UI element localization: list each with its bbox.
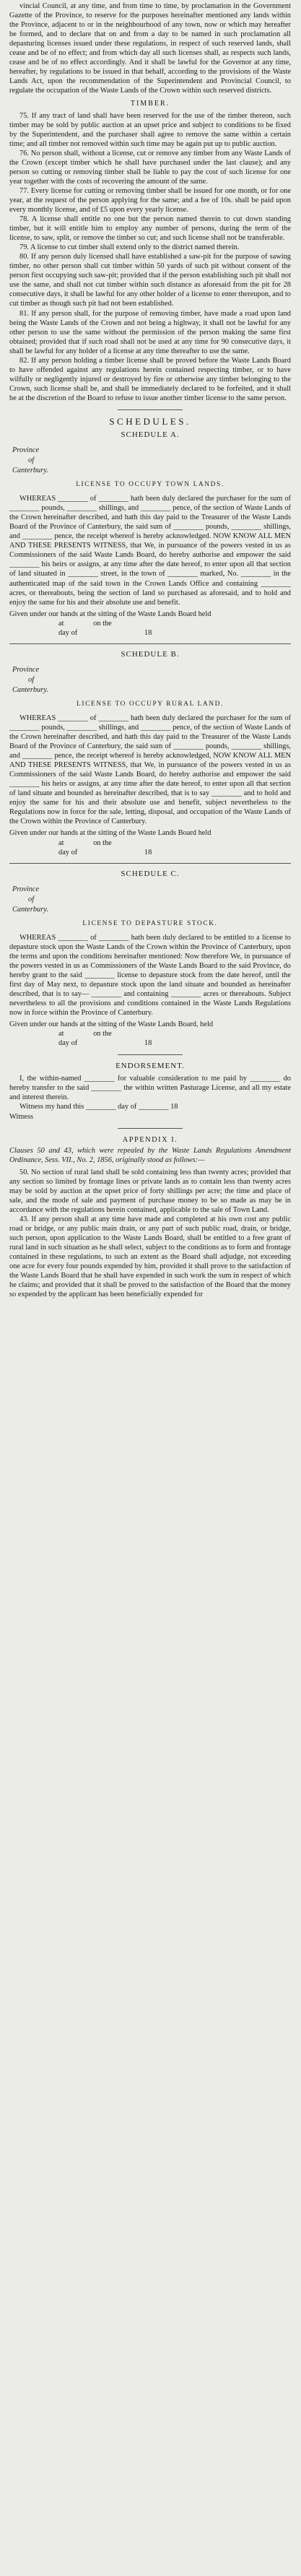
schedules-heading: SCHEDULES. [109, 415, 191, 427]
appendix-title: APPENDIX I. [122, 1135, 178, 1144]
province-block [12, 446, 73, 476]
licence-body: WHEREAS ________ of ________ hath been duly declared the purchaser for the sum of ________ pounds, ________ shillings, and ________ pence, of the section of Waste Lands of the Crown hereinafter described, and hath this day paid to the Treasurer of the Waste Lands Board of the Province of Canterbury, the said sum of ________ pounds, ________ shillings, and ________ pence, the receipt whereof is hereby acknowledged, NOW KNOW ALL MEN AND THESE PRESENTS WITNESS, that We, in pursuance of the powers vested in us as Commissioners of the said Waste Lands Board, do hereby authorise and empower the said ________ his heirs or assigns, at any time after the date hereof, to enter upon all that section of land situate and bounded as hereinafter described, that is to say ________ and to hold and enjoy the same for his and their absolute use and benefit, subject nevertheless to the Regulations now in force for the sale, letting, disposal, and occupation of the Waste Lands of the Crown within the Province of Canterbury. [9, 714, 291, 826]
province-line: Province [12, 665, 40, 674]
divider [118, 1054, 183, 1055]
dated-day: day of [58, 848, 78, 857]
licence-title: LICENSE TO OCCUPY RURAL LAND. [77, 700, 224, 708]
clause-75: 75. If any tract of land shall have been reserved for the use of the timber thereon, such timber may be sold by public auction at an upset price and subject to conditions to be fixed by the Superintendent, and the purchaser shall agree to remove the same within a certain time; and all timber not removed within such time may be again put up to public auction. [9, 111, 291, 148]
endorsement-block [9, 1074, 291, 1121]
dated-year: 18 [144, 1039, 152, 1048]
body-paragraph: vincial Council, at any time, and from time to time, by proclamation in the Government Gazette of the Province, to reserve for the purposes hereinafter mentioned any lands within the Province, adjacent to or in the neighbourhood of any town, now or which may hereafter be formed, and to declare that on and from a day to be named in such proclamation all depasturing licenses issued under these regulations, in respect of such reserved lands, shall cease and be of no effect; and from which day all such licenses shall, as respects such lands, cease and be of no effect accordingly. And it shall be lawful for the Governor at any time, hereafter, by regulations to be issued in that behalf, according to the provisions of the Waste Lands Act, upon the recommendation of the Superintendent and Provincial Council, to regulate the occupation of the Waste Lands of the Crown within such reserved districts. [9, 2, 291, 95]
dated-at: at [58, 838, 64, 847]
dated-line [58, 848, 291, 857]
witness-label: Witness [9, 1112, 34, 1121]
licence-title: LICENSE TO OCCUPY TOWN LANDS. [76, 481, 224, 489]
appendix-clause-50: 50. No section of rural land shall be sold containing less than twenty acres; provided that any section so limited by frontage lines or private lands as to contain less than twenty acres may be sold by auction at the upset price of forty shillings per acre; the time and place of sale, and the mode of sale and payment of purchase money to be so made as may be in accordance with the regulations herein contained, applicable to the sale of Town Land. [9, 1168, 291, 1214]
clause-81: 81. If any person shall, for the purpose of removing timber, have made a road upon land being the Waste Lands of the Crown and not being a highway, it shall not be lawful for any other person to use the same without the permission of the person making the same first obtained; provided that if such road shall not be used at any time for 90 consecutive days, it shall be lawful for any holder of a license at any time thereafter to use the same. [9, 309, 291, 355]
schedule-b-title: SCHEDULE B. [121, 649, 180, 659]
given-under-hands: Given under our hands at the sitting of the Waste Lands Board, held [9, 1020, 214, 1029]
dated-line [58, 628, 291, 638]
appendix-clause-43: 43. If any person shall at any time have made and completed at his own cost any public road or bridge, or any public main drain, or any part of such public road, drain, or bridge, such person, upon application to the Waste Lands Board, shall be entitled to a free grant of rural land in such situation as he shall select, subject to the conditions as to form and frontage contained in these regulations, to such an extent as the Board shall adjudge, not exceeding one acre for every four pounds expended by him, provided it shall prove to the satisfaction of the Waste Lands Board that he shall have expended in such work the sum in respect of which he claims; and provided that it shall be proved to the satisfaction of the Board that the money so expended by the applicant has been beneficially expended for [9, 1215, 291, 1299]
licence-body: WHEREAS ________ of ________ hath been duly declared the purchaser for the sum of ________ pounds, ________ shillings, and ________ pence, of the section of Waste Lands of the Crown hereinafter described, and hath this day paid to the Treasurer of the Waste Lands Board of the Province of Canterbury, the said sum of ________ pounds, ________ shillings, and ________ pence, the receipt whereof is hereby acknowledged. NOW KNOW ALL MEN AND THESE PRESENTS WITNESS, that We, in pursuance of the powers vested in us as Commissioners of the said Waste Lands Board, do hereby authorise and empower the said ________ his heirs or assigns, at any time after the date hereof, to enter upon all that section of land situated in ________ street, in the town of ________ marked, No. ________ in the authenticated map of the said town in the Crown Lands Office and containing ________ acres, or thereabouts, being the section of land so purchased as aforesaid, and to hold and enjoy the same for his and their absolute use and benefit. [9, 495, 291, 607]
dated-line [58, 619, 291, 628]
province-line: Canterbury. [12, 467, 48, 475]
given-under-hands: Given under our hands at the sitting of the Waste Lands Board held [9, 829, 211, 838]
province-line: of [28, 456, 35, 465]
timber-heading: TIMBER. [130, 100, 170, 108]
schedule-c-title: SCHEDULE C. [121, 869, 180, 878]
divider [118, 409, 183, 410]
province-block [12, 665, 73, 695]
clause-80: 80. If any person duly licensed shall have established a saw-pit for the purpose of sawing timber, no other person shall cut timber within 50 yards of such pit without consent of the person first occupying such saw-pit; provided that if the person establishing such pit shall not use the same, and shall not cut timber within such distance as aforesaid from the pit for 28 consecutive days, it shall be lawful for any other holder of a license to enter thereupon, and to cut timber as though such pit had not been established. [9, 253, 291, 308]
divider [118, 1128, 183, 1129]
divider [9, 863, 291, 864]
province-line: Province [12, 446, 40, 455]
clause-77: 77. Every license for cutting or removing timber shall be issued for one month, or for one year, at the request of the person applying for the same; and a fee of 10s. shall be paid upon every monthly license, and of £5 upon every yearly license. [9, 186, 291, 214]
dated-on: on the [93, 1030, 112, 1038]
clause-76: 76. No person shall, without a license, cut or remove any timber from any Waste Lands of the Crown (except timber which he shall have purchased under the last clause); and any person so cutting or removing timber shall be liable to pay the cost of such license for one year together with the costs of recovering the amount of the same. [9, 149, 291, 186]
dated-year: 18 [144, 848, 152, 857]
divider [9, 643, 291, 644]
dated-line [58, 1038, 291, 1048]
endorsement-title: ENDORSEMENT. [115, 1062, 185, 1071]
province-line: Canterbury. [12, 905, 48, 914]
licence-title: LICENSE TO DEPASTURE STOCK. [82, 919, 218, 927]
province-block [12, 885, 73, 915]
dated-day: day of [58, 628, 78, 637]
province-line: of [28, 895, 35, 903]
licence-body: WHEREAS ________ of ________ hath been duly declared to be entitled to a license to depasture stock upon the Waste Lands of the Crown within the Province of Canterbury, upon the terms and upon the conditions hereinafter mentioned: Now therefore We, in pursuance of the powers vested in us as Commissioners of the Waste Lands Board to the said Province, do hereby grant to the said ________ license to depasture stock from the date hereof, until the first day of May next, to depasture stock upon the land situate and bounded as hereinafter described, that is to say— ________ and containing ________ acres or thereabouts. Subject nevertheless to all the provisions and conditions contained in the Waste Lands Regulations now in force within the Province of Canterbury. [9, 933, 291, 1018]
endorsement-body: I, the within-named ________ for valuable consideration to me paid by ________ do hereby transfer to the said ________ the within written Pasturage License, and all my estate and interest therein. [9, 1075, 291, 1102]
appendix-subtitle: Clauses 50 and 43, which were repealed by the Waste Lands Regulations Amendment Ordinance, Sess. VII., No. 2, 1856, originally stood as follows:— [9, 1146, 291, 1164]
dated-at: at [58, 619, 64, 628]
clause-82: 82. If any person holding a timber license shall be proved before the Waste Lands Board to have offended against any regulations herein contained respecting timber, or to have wilfully or negligently injured or destroyed by fire or otherwise any timber belonging to the Crown, such license shall be, and shall be immediately declared to be forfeited, and it shall be at the discretion of the Board to refuse to issue another timber license to the same person. [9, 356, 291, 402]
dated-on: on the [93, 838, 112, 847]
dated-year: 18 [144, 628, 152, 637]
province-line: Canterbury. [12, 685, 48, 694]
province-line: of [28, 675, 35, 684]
clause-79: 79. A license to cut timber shall extend only to the district named therein. [19, 243, 240, 252]
witness-line: Witness my hand this ________ day of ________ 18 [19, 1103, 178, 1111]
dated-on: on the [93, 619, 112, 628]
dated-line [58, 838, 291, 848]
dated-at: at [58, 1030, 64, 1038]
province-line: Province [12, 885, 40, 893]
schedule-a-title: SCHEDULE A. [121, 430, 180, 440]
dated-line [58, 1029, 291, 1038]
dated-day: day of [58, 1039, 78, 1048]
given-under-hands: Given under our hands at the sitting of the Waste Lands Board held [9, 610, 211, 618]
clause-78: 78. A license shall entitle no one but the person named therein to cut down standing timber, but it will entitle him to employ any number of persons, during the term of the license, to saw, split, or remove the timber so cut; and such license shall not be transferable. [9, 215, 291, 243]
